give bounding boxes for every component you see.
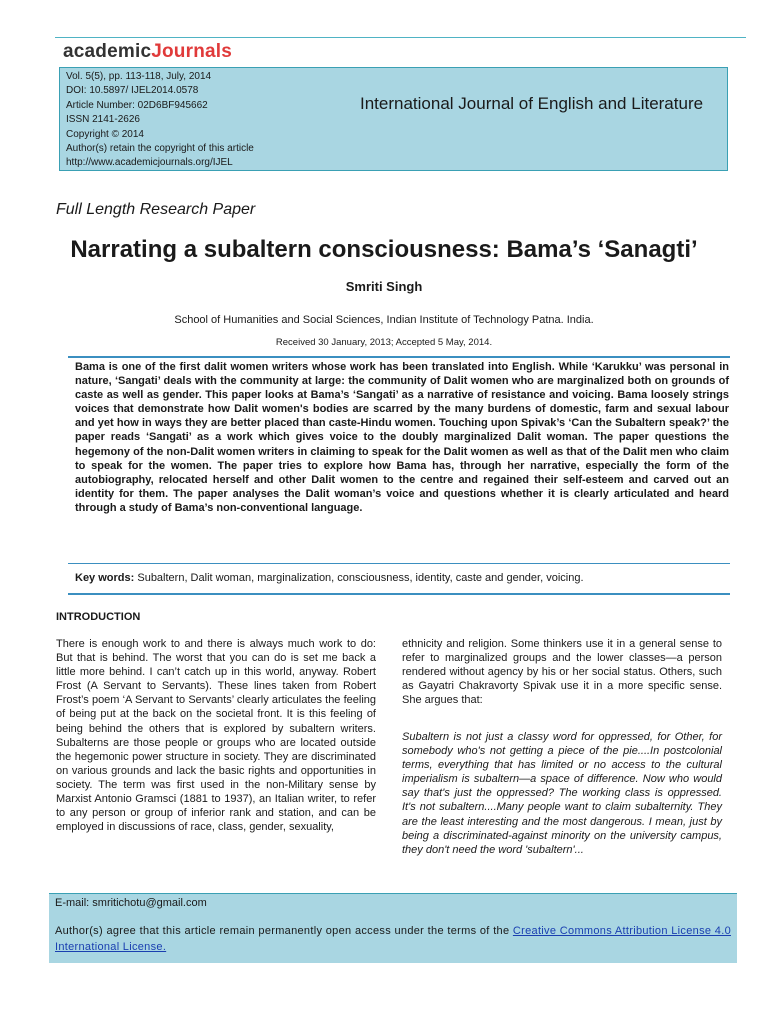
license-link[interactable]: Creative Commons Attribution License 4.0 International License.	[55, 925, 731, 953]
keywords-label: Key words:	[75, 572, 135, 584]
logo-text-academic: academic	[63, 41, 152, 62]
paper-type: Full Length Research Paper	[56, 201, 256, 218]
keywords	[75, 572, 584, 584]
abstract-bottom-rule	[68, 563, 730, 564]
author-affiliation: School of Humanities and Social Sciences, Indian Institute of Technology Patna. India.	[174, 314, 594, 326]
doi-line: DOI: 10.5897/ IJEL2014.0578	[66, 85, 199, 97]
section-heading-introduction: INTRODUCTION	[56, 611, 141, 623]
license-text: Author(s) agree that this article remain permanently open access under the terms of the	[55, 925, 513, 937]
article-info-lines	[66, 70, 254, 171]
introduction-right-paragraph: ethnicity and religion. Some thinkers use it in a general sense to refer to marginalized groups and the lower classes—a person rendered without agency by his or her social status. Others, such as Gayatri Chakravorty Spivak use it in a more specific sense. She argues that:	[402, 638, 722, 707]
volume-line: Vol. 5(5), pp. 113-118, July, 2014	[66, 71, 212, 82]
copyright-line: Copyright © 2014	[66, 128, 144, 140]
keywords-text: Subaltern, Dalit woman, marginalization, consciousness, identity, caste and gender, voicing.	[137, 572, 584, 584]
logo-text-journals: Journals	[151, 41, 233, 62]
footer-box	[49, 893, 737, 963]
journal-name: International Journal of English and Literature	[360, 94, 704, 113]
license-notice	[55, 923, 731, 955]
received-dates: Received 30 January, 2013; Accepted 5 May, 2014.	[275, 337, 493, 348]
publisher-logo	[63, 40, 232, 64]
keywords-rule	[68, 593, 730, 595]
issn-line: ISSN 2141-2626	[66, 114, 140, 126]
introduction-left-column: There is enough work to and there is always much work to do: But that is behind. The worst that you can do is set me back a little more behind. I can’t catch up in this world, anyway. Robert Frost (A Servant to Servants). These lines taken from Robert Frost’s poem ‘A Servant to Servants’ clearly articulates the feeling of being put at the back on the societal front. It is this feeling of being behind the others that is explored by subaltern writers. Subalterns are those people or groups who are located outside the hegemonic power structure in society. They are discriminated on various grounds and lack the basic rights and opportunities in society. The term was first used in the non-Military sense by Marxist Antonio Gramsci (1881 to 1937), an Italian writer, to refer to any person or group of inferior rank and station, and can be employed in discussions of race, class, gender, sexuality,	[56, 638, 376, 834]
header-rule	[55, 37, 746, 38]
abstract: Bama is one of the first dalit women writers whose work has been translated into English. While ‘Karukku’ was personal in nature, ‘Sangati’ deals with the community at large: the community of Dalit women who are marginalized both on grounds of caste as well as gender. This paper looks at Bama’s ‘Sangati’ as a narrative of resistance and voicing. Bama loosely strings voices that demonstrate how Dalit women's bodies are scarred by the many burdens of domestic, farm and sexual labour and yet how in ways they are better placed than caste-Hindu women. Touching upon Spivak’s ‘Can the Subaltern speak?’ the paper reads ‘Sangati’ as a work which gives voice to the doubly marginalized Dalit woman. The paper questions the hegemony of the non-Dalit women writers in claiming to speak for the Dalit women as well as that of the Dalit men who claim to speak for the women. The paper tries to explore how Bama has, through her narrative, especially the form of the autobiography, relocated herself and other Dalit women to the centre and regained their self-esteem and carved out an identity for them. The paper analyses the Dalit woman’s voice and questions whether it is clearly articulated and heard through a study of Bama’s non-conventional language.	[75, 361, 729, 514]
spivak-quote: Subaltern is not just a classy word for oppressed, for Other, for somebody who's not getting a piece of the pie....In postcolonial terms, everything that has limited or no access to the cultural imperialism is subaltern—a space of difference. Now who would say that's just the oppressed? The working class is oppressed. It's not subaltern....Many people want to claim subalternity. They are the least interesting and the most dangerous. I mean, just by being a discriminated-against minority on the university campus, they don't need the word 'subaltern'...	[402, 731, 722, 856]
paper-title: Narrating a subaltern consciousness: Bama’s ‘Sanagti’	[70, 236, 698, 263]
author-name: Smriti Singh	[345, 279, 423, 294]
article-number-line: Article Number: 02D6BF945662	[66, 99, 208, 111]
abstract-top-rule	[68, 356, 730, 358]
author-rights-line: Author(s) retain the copyright of this article	[66, 143, 254, 155]
article-info-box	[59, 67, 728, 171]
author-email[interactable]: E-mail: smritichotu@gmail.com	[55, 897, 207, 909]
journal-url-link[interactable]: http://www.academicjournals.org/IJEL	[66, 157, 233, 169]
